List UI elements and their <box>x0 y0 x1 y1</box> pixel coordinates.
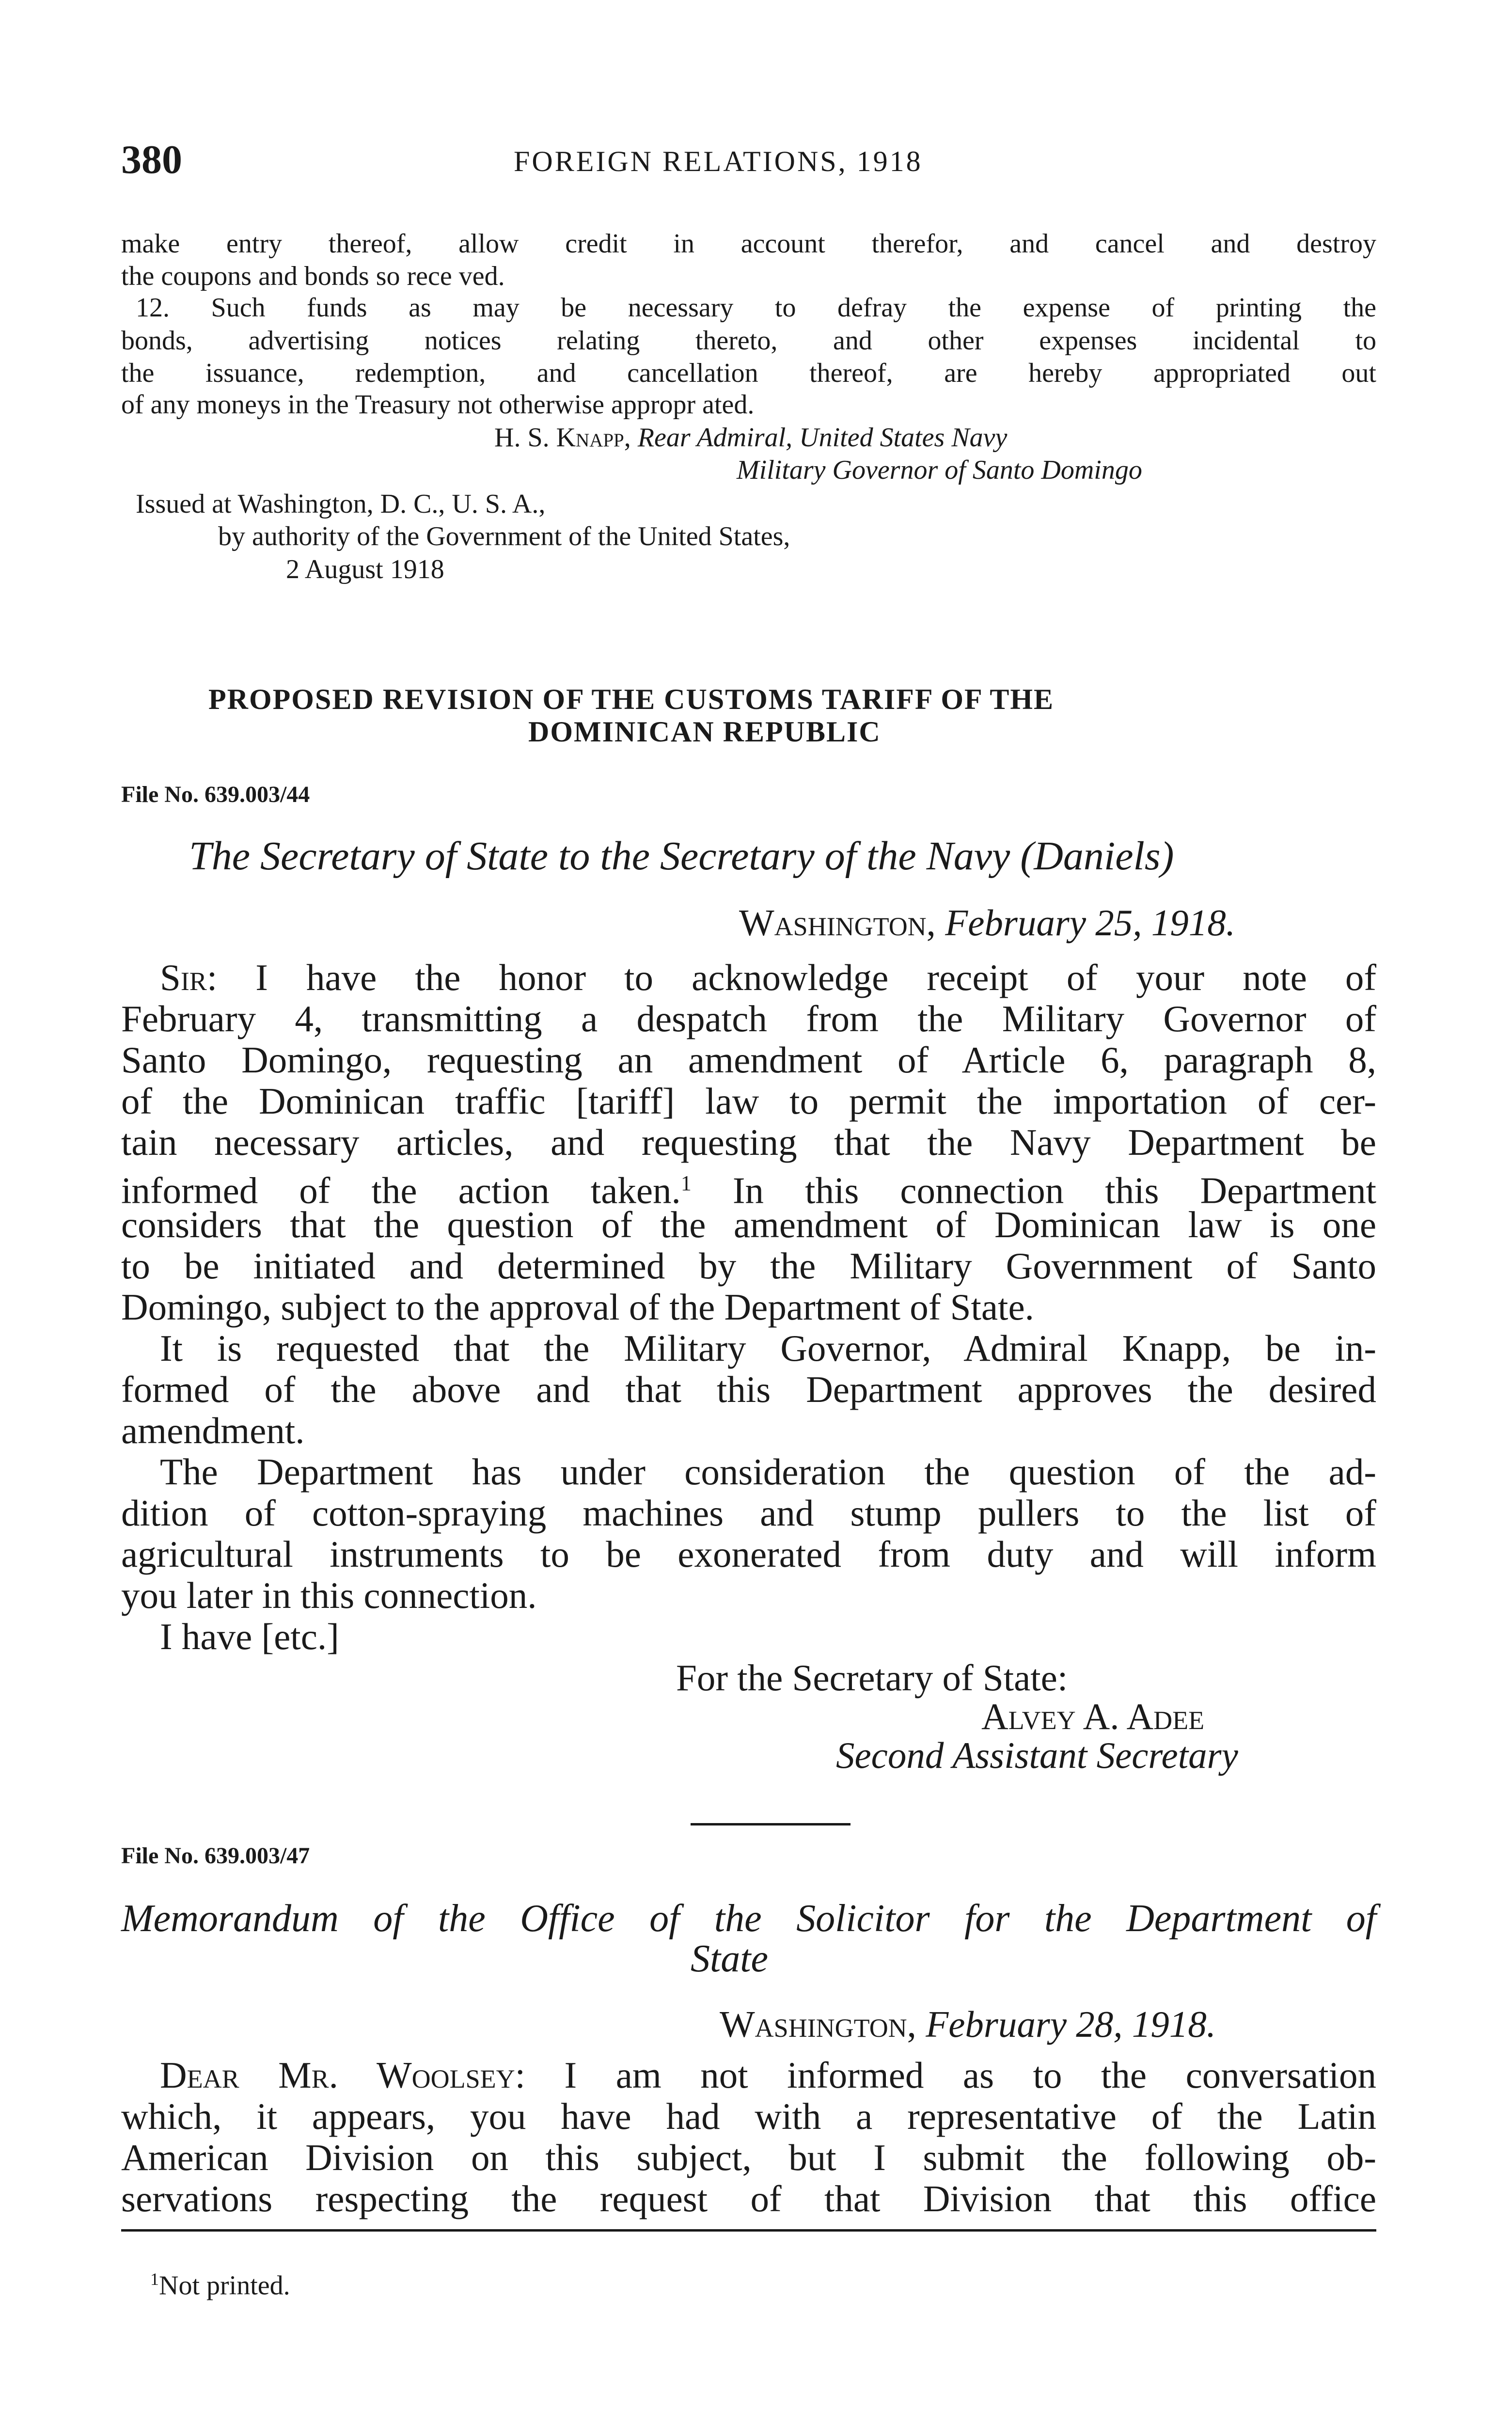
file-number: File No. 639.003/47 <box>121 1843 310 1869</box>
signer-line <box>494 421 1007 455</box>
text-line: which, it appears, you have had with a representative of the Latin <box>121 2095 1376 2137</box>
running-title: FOREIGN RELATIONS, 1918 <box>514 145 923 177</box>
salutation: Sir: <box>160 957 218 998</box>
text-line: formed of the above and that this Department approves the desired <box>121 1369 1376 1410</box>
signature-name: Alvey A. Adee <box>981 1696 1205 1737</box>
text-span: I have the honor to acknowledge receipt of your note of <box>255 957 1376 998</box>
footnote-rule <box>121 2229 1376 2232</box>
text-line: to be initiated and determined by the Military Government of Santo <box>121 1245 1376 1287</box>
text-line: Santo Domingo, requesting an amendment of Article 6, paragraph 8, <box>121 1039 1376 1081</box>
text-line: the coupons and bonds so rece ved. <box>121 261 505 291</box>
text-line: 12. Such funds as may be necessary to defray the expense of printing the <box>136 293 1376 323</box>
text-line: bonds, advertising notices relating thereto, and other expenses incidental to <box>121 326 1376 356</box>
text-line: American Division on this subject, but I submit the following ob- <box>121 2137 1376 2178</box>
footnote-ref: 1 <box>680 1171 692 1195</box>
text-line: tain necessary articles, and requesting that the Navy Department be <box>121 1121 1376 1163</box>
text-line: of the Dominican traffic [tariff] law to permit the importation of cer- <box>121 1080 1376 1122</box>
text-line: amendment. <box>121 1410 305 1451</box>
text-line: make entry thereof, allow credit in account therefor, and cancel and destroy <box>121 229 1376 259</box>
text-span: In this connection this Department <box>732 1169 1377 1212</box>
signer-title-2: Military Governor of Santo Domingo <box>737 455 1142 485</box>
text-line: the issuance, redemption, and cancellation thereof, are hereby appropriated out <box>121 358 1376 388</box>
signature-intro: For the Secretary of State: <box>676 1657 1068 1699</box>
text-line: of any moneys in the Treasury not otherwise appropr ated. <box>121 390 755 420</box>
salutation: Dear Mr. Woolsey: <box>160 2054 526 2096</box>
text-line: Domingo, subject to the approval of the Department of State. <box>121 1286 1034 1328</box>
text-line: The Department has under consideration the question of the ad- <box>160 1451 1376 1493</box>
text-line: you later in this connection. <box>121 1574 537 1616</box>
document-title: The Secretary of State to the Secretary of the Navy (Daniels) <box>189 834 1174 879</box>
text-line <box>160 2055 1376 2095</box>
text-line: considers that the question of the amendment of Dominican law is one <box>121 1204 1376 1245</box>
date: February 28, 1918. <box>926 2003 1216 2045</box>
place: Washington, <box>720 2003 916 2045</box>
issued-line: Issued at Washington, D. C., U. S. A., <box>136 489 546 519</box>
date: February 25, 1918. <box>945 902 1236 944</box>
text-line: servations respecting the request of that Division that this office <box>121 2178 1376 2219</box>
issued-date: 2 August 1918 <box>286 554 444 584</box>
text-span: informed of the action taken. <box>121 1169 681 1212</box>
dateline <box>720 2004 1216 2045</box>
page-number: 380 <box>121 137 182 182</box>
file-number: File No. 639.003/44 <box>121 782 310 807</box>
place: Washington, <box>739 902 936 944</box>
footnote-marker: 1 <box>150 2269 159 2289</box>
signature-title: Second Assistant Secretary <box>836 1734 1238 1776</box>
text-line: February 4, transmitting a despatch from the Military Governor of <box>121 998 1376 1039</box>
signer-title: Rear Admiral, United States Navy <box>637 423 1008 453</box>
closing: I have [etc.] <box>160 1616 339 1657</box>
text-line: agricultural instruments to be exonerated from duty and will inform <box>121 1533 1376 1575</box>
document-title: Memorandum of the Office of the Solicitor for the Department of <box>121 1897 1376 1940</box>
text-span: I am not informed as to the conversation <box>564 2054 1376 2096</box>
document-title: State <box>691 1937 768 1980</box>
issued-line: by authority of the Government of the United States, <box>218 521 790 551</box>
footnote <box>150 2262 290 2303</box>
signer-name: H. S. Knapp, <box>494 423 631 453</box>
footnote-text: Not printed. <box>159 2270 290 2301</box>
section-heading: DOMINICAN REPUBLIC <box>528 716 881 748</box>
section-heading: PROPOSED REVISION OF THE CUSTOMS TARIFF OF THE <box>208 683 1055 715</box>
dateline <box>739 902 1235 943</box>
text-line <box>160 957 1376 998</box>
text-line: dition of cotton-spraying machines and stump pullers to the list of <box>121 1492 1376 1534</box>
text-line: It is requested that the Military Governor, Admiral Knapp, be in- <box>160 1327 1376 1369</box>
divider <box>691 1823 850 1825</box>
